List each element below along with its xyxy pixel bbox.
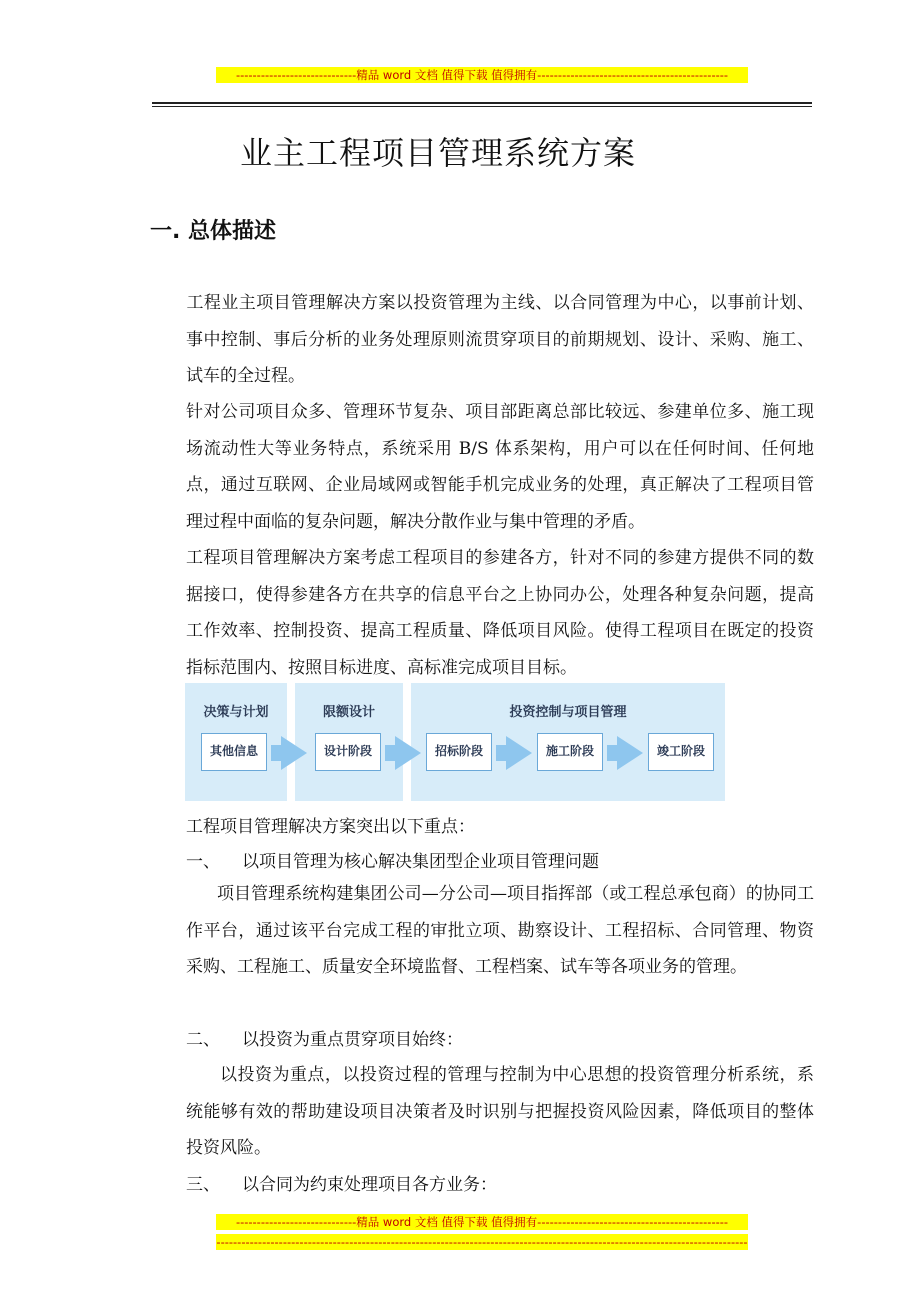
- stage-box: 其他信息: [201, 733, 267, 771]
- process-diagram: [185, 683, 725, 801]
- stage-box: 竣工阶段: [648, 733, 714, 771]
- point-heading: 以项目管理为核心解决集团型企业项目管理问题: [242, 852, 599, 872]
- point-heading: 以合同为约束处理项目各方业务：: [242, 1175, 497, 1195]
- header-banner: -----------------------------精品 word 文档 值得下载 值得拥有----------------------------------------------: [216, 67, 748, 83]
- highlights-intro: 工程项目管理解决方案突出以下重点：: [186, 817, 475, 837]
- arrow-right-icon: [506, 736, 532, 770]
- point-number: 一、: [186, 852, 220, 872]
- arrow-right-icon: [281, 736, 307, 770]
- point-body: 项目管理系统构建集团公司—分公司—项目指挥部（或工程总承包商）的协同工作平台，通过该平台完成工程的审批立项、勘察设计、工程招标、合同管理、物资采购、工程施工、质量安全环境监督、工程档案、试车等各项业务的管理。: [186, 884, 814, 977]
- point-number: 三、: [186, 1175, 220, 1195]
- paragraph-1: 工程业主项目管理解决方案以投资管理为主线、以合同管理为中心，以事前计划、事中控制、事后分析的业务处理原则流贯穿项目的前期规划、设计、采购、施工、试车的全过程。: [186, 293, 814, 386]
- stage-box: 设计阶段: [315, 733, 381, 771]
- panel-title: 限额设计: [322, 705, 375, 720]
- point-number: 二、: [186, 1030, 220, 1050]
- section-heading: 一. 总体描述: [150, 219, 277, 244]
- arrow-right-icon: [395, 736, 421, 770]
- footer-banner-line: --------------------------------------------------------------------------------------------------------------------------------: [216, 1235, 748, 1249]
- panel-title: 投资控制与项目管理: [509, 705, 627, 720]
- footer-banner: -----------------------------精品 word 文档 值得下载 值得拥有----------------------------------------------: [216, 1214, 748, 1230]
- arrow-right-icon: [617, 736, 643, 770]
- stage-box: 施工阶段: [537, 733, 603, 771]
- paragraph-3: 工程项目管理解决方案考虑工程项目的参建各方，针对不同的参建方提供不同的数据接口，使得参建各方在共享的信息平台之上协同办公，处理各种复杂问题，提高工作效率、控制投资、提高工程质量、降低项目风险。使得工程项目在既定的投资指标范围内、按照目标进度、高标准完成项目目标。: [186, 548, 814, 678]
- point-heading: 以投资为重点贯穿项目始终：: [242, 1030, 463, 1050]
- paragraph-2: 针对公司项目众多、管理环节复杂、项目部距离总部比较远、参建单位多、施工现场流动性大等业务特点，系统采用 B/S 体系架构，用户可以在任何时间、任何地点，通过互联网、企业局域网或智能手机完成业务的处理，真正解决了工程项目管理过程中面临的复杂问题，解决分散作业与集中管理的矛盾。: [186, 402, 814, 532]
- document-title: 业主工程项目管理系统方案: [240, 134, 637, 172]
- panel-title: 决策与计划: [203, 705, 269, 720]
- header-rule: [152, 102, 812, 104]
- stage-box: 招标阶段: [426, 733, 492, 771]
- point-body: 以投资为重点，以投资过程的管理与控制为中心思想的投资管理分析系统，系统能够有效的帮助建设项目决策者及时识别与把握投资风险因素，降低项目的整体投资风险。: [186, 1065, 814, 1158]
- header-rule-thin: [152, 106, 812, 107]
